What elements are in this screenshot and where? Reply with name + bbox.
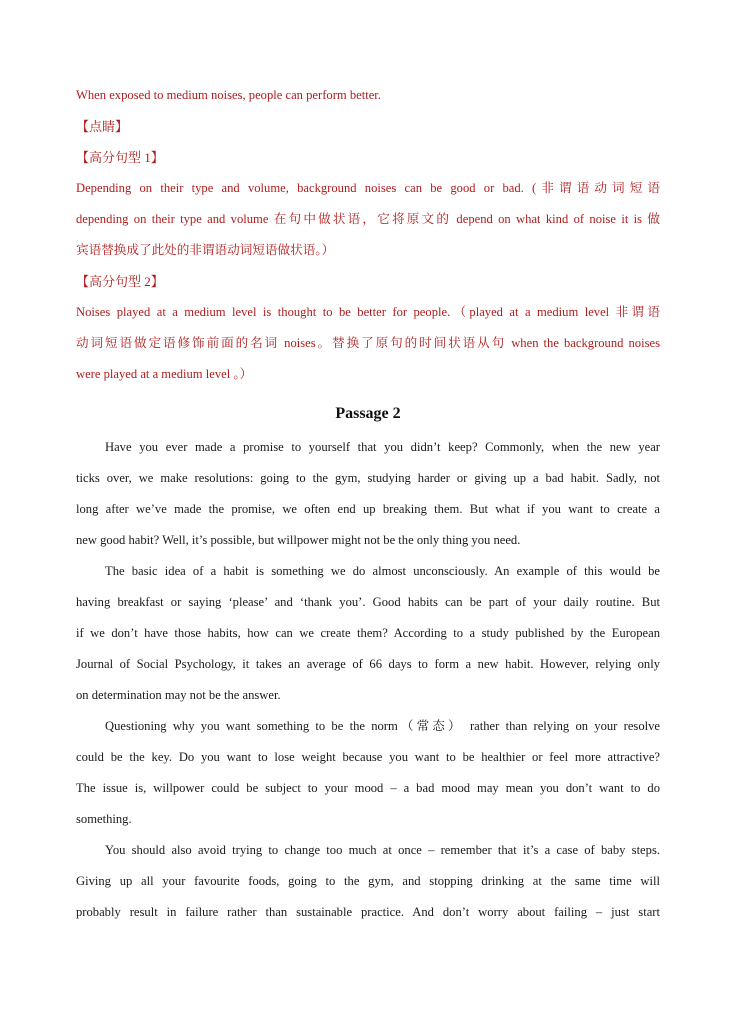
paragraph-line: The basic idea of a habit is something we do almost unconsciously. An example of this would be (105, 564, 660, 578)
pattern2-heading: 【高分句型 2】 (76, 274, 164, 289)
paragraph-line: Questioning why you want something to be the norm（常态） rather than relying on your resolve (105, 719, 660, 733)
pattern1-line: depending on their type and volume 在句中做状语，它将原文的 depend on what kind of noise it is 做 (76, 212, 660, 226)
paragraph-line: something. (76, 812, 132, 826)
dianjing-heading: 【点睛】 (76, 119, 129, 134)
pattern2-line: 动词短语做定语修饰前面的名词 noises。替换了原句的时间状语从句 when the background noises (76, 336, 660, 350)
paragraph-line: ticks over, we make resolutions: going to the gym, studying harder or giving up a bad habit. Sadly, not (76, 471, 660, 485)
paragraph-line: Journal of Social Psychology, it takes an average of 66 days to form a new habit. However, relying only (76, 657, 660, 671)
paragraph-line: new good habit? Well, it’s possible, but willpower might not be the only thing you need. (76, 533, 521, 547)
paragraph-line: probably result in failure rather than sustainable practice. And don’t worry about failing – just start (76, 905, 660, 919)
passage-title: Passage 2 (335, 405, 401, 422)
document-page (76, 80, 660, 928)
paragraph-line: having breakfast or saying ‘please’ and ‘thank you’. Good habits can be part of your daily routine. But (76, 595, 660, 609)
paragraph-line: Have you ever made a promise to yourself that you didn’t keep? Commonly, when the new year (105, 440, 660, 454)
intro-line: When exposed to medium noises, people can perform better. (76, 88, 381, 102)
pattern1-line: Depending on their type and volume, background noises can be good or bad. (非谓语动词短语 (76, 181, 660, 195)
pattern1-line: 宾语替换成了此处的非谓语动词短语做状语。） (76, 243, 335, 257)
pattern2-line: were played at a medium level 。） (76, 367, 253, 381)
paragraph-line: You should also avoid trying to change too much at once – remember that it’s a case of baby steps. (105, 843, 660, 857)
paragraph-line: long after we’ve made the promise, we often end up breaking them. But what if you want to create a (76, 502, 660, 516)
pattern1-heading: 【高分句型 1】 (76, 150, 164, 165)
pattern2-line: Noises played at a medium level is thought to be better for people.（played at a medium level 非谓语 (76, 305, 660, 319)
paragraph-line: Giving up all your favourite foods, going to the gym, and stopping drinking at the same time will (76, 874, 660, 888)
paragraph-line: could be the key. Do you want to lose weight because you want to be healthier or feel more attractive? (76, 750, 660, 764)
paragraph-line: The issue is, willpower could be subject to your mood – a bad mood may mean you don’t want to do (76, 781, 660, 795)
paragraph-line: if we don’t have those habits, how can we create them? According to a study published by the European (76, 626, 660, 640)
paragraph-line: on determination may not be the answer. (76, 688, 281, 702)
